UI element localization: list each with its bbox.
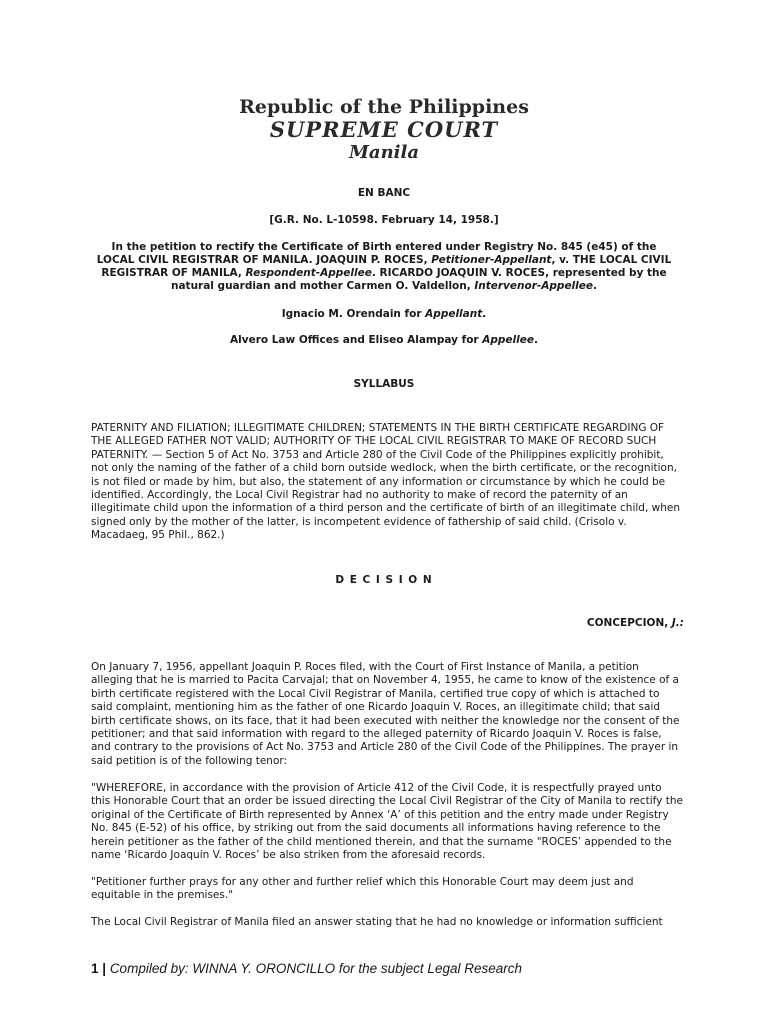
body-paragraph-1: On January 7, 1956, appellant Joaquin P. Roces filed, with the Court of First Instance of Manila, a petition alleging that he is married to Pacita Carvajal; that on November 4, 1955, he came to know of the existence of a birth certificate registered with the Local Civil Registrar of Manila, certified true copy of which is attached to said complaint, mentioning him as the father of one Ricardo Joaquin V. Roces, an illegitimate child; that said birth certificate shows, on its face, that it had been executed with neither the knowledge nor the consent of the petitioner; and that said information with regard to the alleged paternity of Ricardo Joaquin V. Roces is false, and contrary to the provisions of Act No. 3753 and Article 280 of the Civil Code of the Philippines. The prayer in said petition is of the following tenor: <box>91 661 680 767</box>
page-footer <box>91 961 522 976</box>
page-number: 1 | <box>91 961 107 976</box>
syllabus-text: PATERNITY AND FILIATION; ILLEGITIMATE CHILDREN; STATEMENTS IN THE BIRTH CERTIFICATE REGARDING OF THE ALLEGED FATHER NOT VALID; AUTHORITY OF THE LOCAL CIVIL REGISTRAR TO MAKE OF RECORD SUCH PATERNITY. — Section 5 of Act No. 3753 and Article 280 of the Civil Code of the Philippines explicitly prohibit, not only the naming of the father of a child born outside wedlock, when the birth certificate, or the recognition, is not filed or made by him, but also, the statement of any information or circumstance by which he could be identified. Accordingly, the Local Civil Registrar had no authority to make of record the paternity of an illegitimate child upon the information of a third person and the certificate of birth of an illegitimate child, when signed only by the mother of the latter, is incompetent evidence of fathership of said child. (Crisolo v. Macadaeg, 95 Phil., 862.) <box>91 422 680 542</box>
case-title-part: In the petition to rectify the Certificate of Birth entered under Registry No. 845 (e45) of the LOCAL CIVIL REGISTRAR OF MANILA. JOAQUIN P. ROCES, <box>96 241 657 266</box>
header-manila: Manila <box>348 142 419 163</box>
gr-number: [G.R. No. L-10598. February 14, 1958.] <box>269 214 499 226</box>
case-title-part: . RICARDO JOAQUIN V. ROCES, represented by the natural guardian and mother Carmen O. Valdellon, <box>170 267 667 292</box>
counsel-end: . <box>533 334 538 346</box>
case-title-part: . <box>593 280 598 292</box>
body-paragraph-3: "Petitioner further prays for any other and further relief which this Honorable Court may deem just and equitable in the premises." <box>91 876 634 902</box>
syllabus-title: SYLLABUS <box>353 378 415 390</box>
en-banc: EN BANC <box>357 187 411 199</box>
footer-compiled-by: Compiled by: WINNA Y. ORONCILLO for the subject Legal Research <box>109 961 522 976</box>
body-paragraph-4: The Local Civil Registrar of Manila filed an answer stating that he had no knowledge or information sufficient <box>91 916 663 928</box>
ponente <box>587 617 684 629</box>
counsel-appellee <box>80 334 688 347</box>
case-title-role: Intervenor-Appellee <box>474 280 594 292</box>
body-paragraph-2: "WHEREFORE, in accordance with the provision of Article 412 of the Civil Code, it is respectfully prayed unto this Honorable Court that an order be issued directing the Local Civil Registrar of the City of Manila to rectify the original of the Certificate of Birth represented by Annex ‘A’ of this petition and the entry made under Registry No. 845 (E-52) of his office, by striking out from the said documents all informations having reference to the herein petitioner as the father of the child mentioned therein, and that the surname "ROCES’ appended to the name ‘Ricardo Joaquin V. Roces’ be also striken from the aforesaid records. <box>91 782 683 862</box>
counsel-name: Ignacio M. Orendain for <box>281 308 426 320</box>
header-republic: Republic of the Philippines <box>239 96 529 118</box>
counsel-name: Alvero Law Offices and Eliseo Alampay for <box>230 334 483 346</box>
court-header <box>0 96 768 164</box>
counsel-role: Appellant <box>425 308 483 320</box>
case-title-role: Petitioner-Appellant <box>431 254 552 266</box>
ponente-suffix: J.: <box>671 617 684 629</box>
counsel-end: . <box>482 308 487 320</box>
header-supreme-court: SUPREME COURT <box>269 117 499 142</box>
case-title-part: , v. THE LOCAL CIVIL REGISTRAR OF MANILA, <box>101 254 672 279</box>
decision-title: D E C I S I O N <box>335 574 433 586</box>
case-title-role: Respondent-Appellee <box>245 267 372 279</box>
counsel-appellant <box>80 308 688 321</box>
ponente-name: CONCEPCION, <box>586 617 672 629</box>
counsel-role: Appellee <box>482 334 534 346</box>
case-title <box>96 241 672 293</box>
